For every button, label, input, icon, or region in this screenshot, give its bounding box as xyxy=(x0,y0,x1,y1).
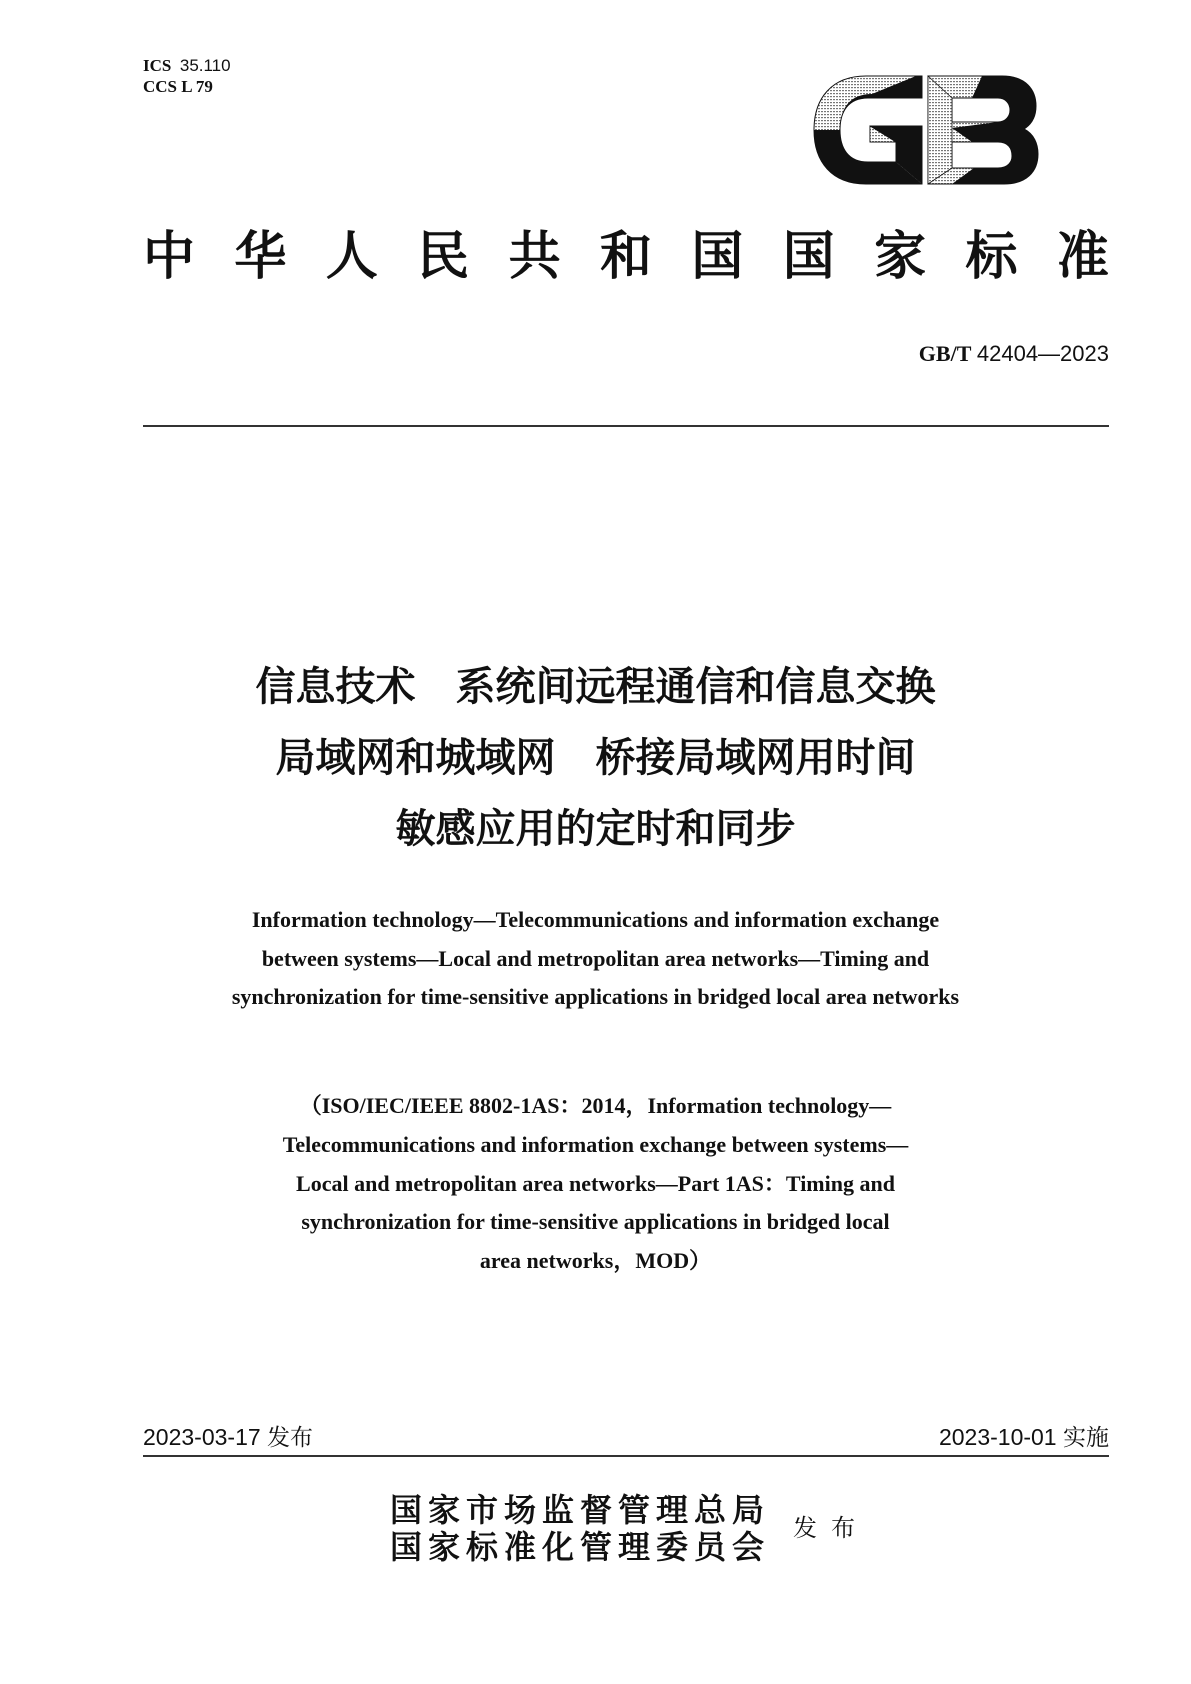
publishers xyxy=(390,1492,770,1566)
ccs-code xyxy=(143,76,231,97)
english-title xyxy=(0,901,1191,1017)
reference-line: synchronization for time-sensitive applications in bridged local xyxy=(301,1209,890,1235)
chinese-title-line: 局域网和城域网 桥接局域网用时间 xyxy=(275,736,916,780)
ics-code xyxy=(143,55,231,76)
publish-label: 发布 xyxy=(793,1515,869,1542)
ics-label: ICS xyxy=(143,56,172,75)
chinese-title xyxy=(0,652,1191,865)
classification-codes xyxy=(143,55,231,97)
heading-char: 准 xyxy=(1056,229,1109,286)
heading-char: 国 xyxy=(691,229,744,286)
gb-logo-icon xyxy=(812,72,1040,188)
heading-char: 国 xyxy=(782,229,835,286)
ccs-value: L 79 xyxy=(181,77,213,96)
reference-line: （ISO/IEC/IEEE 8802-1AS：2014，Information technology— xyxy=(299,1093,892,1118)
english-title-line: Information technology—Telecommunications and information exchange xyxy=(251,907,940,932)
reference-line: area networks，MOD） xyxy=(479,1248,712,1274)
international-reference xyxy=(0,1087,1191,1281)
chinese-title-line: 敏感应用的定时和同步 xyxy=(395,807,796,851)
issue-date: 2023-03-17 发布 xyxy=(143,1424,314,1450)
chinese-title-line: 信息技术 系统间远程通信和信息交换 xyxy=(255,665,936,709)
publisher-samr: 国家市场监督管理总局 xyxy=(390,1492,771,1528)
ics-value: 35.110 xyxy=(179,56,231,75)
reference-line: Local and metropolitan area networks—Part 1AS：Timing and xyxy=(296,1170,895,1196)
heading-char: 中 xyxy=(143,229,196,286)
standard-number-value: 42404—2023 xyxy=(976,341,1109,366)
top-divider xyxy=(143,425,1109,427)
ccs-label: CCS xyxy=(143,77,178,96)
reference-line: Telecommunications and information exchange between systems— xyxy=(282,1131,909,1157)
standard-number xyxy=(919,340,1109,368)
heading-char: 标 xyxy=(965,229,1018,286)
heading-char: 人 xyxy=(325,229,378,286)
heading-char: 共 xyxy=(508,229,561,286)
bottom-divider xyxy=(143,1455,1109,1457)
english-title-line: between systems—Local and metropolitan area networks—Timing and xyxy=(261,945,930,971)
heading-char: 华 xyxy=(234,229,287,286)
heading-char: 和 xyxy=(599,229,652,286)
standard-prefix: GB/T xyxy=(918,341,972,366)
english-title-line: synchronization for time-sensitive applications in bridged local area networks xyxy=(231,984,960,1009)
heading-char: 家 xyxy=(874,229,927,286)
implementation-date: 2023-10-01 实施 xyxy=(938,1424,1109,1450)
publisher-sac: 国家标准化管理委员会 xyxy=(390,1529,771,1565)
national-standard-heading xyxy=(143,228,1109,288)
heading-char: 民 xyxy=(417,229,470,286)
